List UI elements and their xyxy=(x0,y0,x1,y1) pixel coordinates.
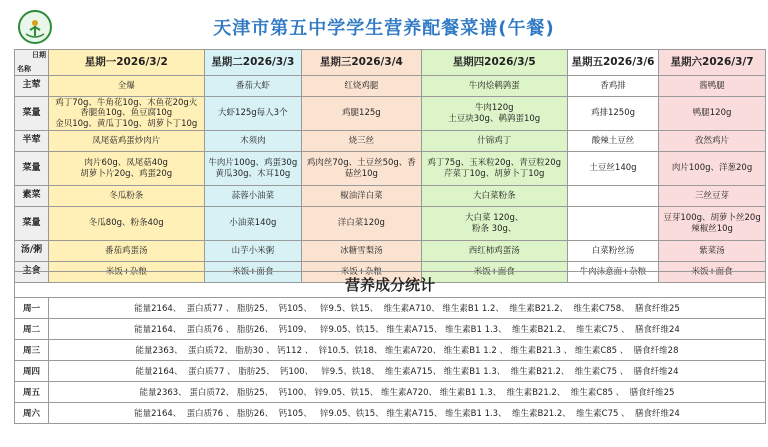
nutrition-day: 周四 xyxy=(15,361,49,382)
nutrition-day: 周三 xyxy=(15,340,49,361)
menu-cell: 番茄鸡蛋汤 xyxy=(49,241,205,262)
menu-cell: 米饭+杂粮 xyxy=(49,262,205,283)
row-label: 菜量 xyxy=(15,207,49,241)
menu-cell: 山芋小米粥 xyxy=(204,241,302,262)
nutrition-values: 能量2164、 蛋白质77 、 脂肪25、 钙100、 锌9.5、铁18、 维生素A715、 维生素B1 1.3、 维生素B21.2、 维生素C75 、 膳食纤维24 xyxy=(49,361,766,382)
nutrition-day: 周一 xyxy=(15,298,49,319)
day-header: 星期二2026/3/3 xyxy=(204,50,302,76)
nutrition-values: 能量2164、 蛋白质77 、 脂肪25、 钙105、 锌9.5、铁15、 维生素A710、 维生素B1 1.2、 维生素B21.2、 维生素C758、 膳食纤维25 xyxy=(49,298,766,319)
nutrition-row xyxy=(15,298,766,319)
menu-cell: 椒油洋白菜 xyxy=(302,186,421,207)
menu-cell: 蒜蓉小油菜 xyxy=(204,186,302,207)
menu-cell: 米饭+面食 xyxy=(204,262,302,283)
menu-cell: 小油菜140g xyxy=(204,207,302,241)
row-label: 汤/粥 xyxy=(15,241,49,262)
menu-cell: 大白菜粉条 xyxy=(421,186,567,207)
menu-cell: 肉片100g、洋葱20g xyxy=(659,152,766,186)
menu-cell: 鸡排1250g xyxy=(567,97,658,131)
menu-cell: 凤尾菇鸡蛋炒肉片 xyxy=(49,131,205,152)
nutrition-table xyxy=(14,297,766,424)
menu-cell: 鸡丁75g、玉米粒20g、青豆粒20g 芹菜丁10g、胡萝卜丁10g xyxy=(421,152,567,186)
menu-cell: 牛肉120g 土豆块30g、鹌鹑蛋10g xyxy=(421,97,567,131)
day-header: 星期三2026/3/4 xyxy=(302,50,421,76)
row-label: 主食 xyxy=(15,262,49,283)
menu-cell: 冬瓜粉条 xyxy=(49,186,205,207)
nutrition-row xyxy=(15,403,766,424)
nutrition-row xyxy=(15,319,766,340)
menu-cell: 鸡腿125g xyxy=(302,97,421,131)
menu-cell: 紫菜汤 xyxy=(659,241,766,262)
menu-cell: 牛肉沫意面+杂粮 xyxy=(567,262,658,283)
corner-date-label: 日期 xyxy=(32,51,46,59)
menu-cell: 土豆丝140g xyxy=(567,152,658,186)
header-row xyxy=(15,50,766,76)
nutrition-values: 能量2164、 蛋白质76 、 脂肪26、 钙105、 锌9.05、铁15、 维生素A715、 维生素B1 1.3、 维生素B21.2、 维生素C75 、 膳食纤维24 xyxy=(49,403,766,424)
menu-cell: 米饭+面食 xyxy=(421,262,567,283)
menu-row xyxy=(15,207,766,241)
row-label: 主荤 xyxy=(15,76,49,97)
menu-cell: 冬瓜80g、粉条40g xyxy=(49,207,205,241)
menu-row xyxy=(15,241,766,262)
menu-row xyxy=(15,131,766,152)
nutrition-day: 周二 xyxy=(15,319,49,340)
menu-cell: 酱鸭腿 xyxy=(659,76,766,97)
nutrition-title: 营养成分统计 xyxy=(14,271,766,297)
menu-cell xyxy=(567,186,658,207)
nutrition-values: 能量2164、 蛋白质76 、 脂肪26、 钙109、 锌9.05、铁15、 维生素A715、 维生素B1 1.3、 维生素B21.2、 维生素C75 、 膳食纤维24 xyxy=(49,319,766,340)
row-label: 菜量 xyxy=(15,152,49,186)
menu-cell: 孜然鸡片 xyxy=(659,131,766,152)
menu-cell: 烧三丝 xyxy=(302,131,421,152)
menu-cell: 冰糖雪梨汤 xyxy=(302,241,421,262)
menu-cell: 三丝豆芽 xyxy=(659,186,766,207)
row-label: 素菜 xyxy=(15,186,49,207)
corner-name-label: 名称 xyxy=(17,65,31,74)
menu-cell: 鸭腿120g xyxy=(659,97,766,131)
menu-row xyxy=(15,76,766,97)
menu-cell: 豆芽100g、胡萝卜丝20g 辣椒丝10g xyxy=(659,207,766,241)
day-header: 星期一2026/3/2 xyxy=(49,50,205,76)
menu-cell xyxy=(567,207,658,241)
menu-row xyxy=(15,152,766,186)
menu-cell: 酸辣土豆丝 xyxy=(567,131,658,152)
row-label: 菜量 xyxy=(15,97,49,131)
day-header: 星期四2026/3/5 xyxy=(421,50,567,76)
menu-cell: 木须肉 xyxy=(204,131,302,152)
menu-cell: 米饭+面食 xyxy=(659,262,766,283)
menu-cell: 洋白菜120g xyxy=(302,207,421,241)
nutrition-row xyxy=(15,361,766,382)
nutrition-row xyxy=(15,340,766,361)
menu-cell: 全爆 xyxy=(49,76,205,97)
menu-cell: 什锦鸡丁 xyxy=(421,131,567,152)
menu-cell: 红烧鸡腿 xyxy=(302,76,421,97)
menu-cell: 番茄大虾 xyxy=(204,76,302,97)
menu-cell: 牛肉烩鹌鹑蛋 xyxy=(421,76,567,97)
row-label: 半荤 xyxy=(15,131,49,152)
menu-cell: 大虾125g每人3个 xyxy=(204,97,302,131)
menu-cell: 米饭+杂粮 xyxy=(302,262,421,283)
day-header: 星期六2026/3/7 xyxy=(659,50,766,76)
nutrition-day: 周六 xyxy=(15,403,49,424)
nutrition-row xyxy=(15,382,766,403)
menu-cell: 香鸡排 xyxy=(567,76,658,97)
menu-row xyxy=(15,97,766,131)
menu-table xyxy=(14,49,766,283)
nutrition-values: 能量2363、 蛋白质72、 脂肪30 、 钙112 、 锌10.5、铁18、 维生素A720、 维生素B1 1.2 、 维生素B21.3 、 维生素C85 、 膳食纤维28 xyxy=(49,340,766,361)
menu-cell: 大白菜 120g、 粉条 30g、 xyxy=(421,207,567,241)
menu-cell: 鸡肉丝70g、土豆丝50g、香 菇丝10g xyxy=(302,152,421,186)
corner-cell xyxy=(15,50,49,76)
page-title: 天津市第五中学学生营养配餐菜谱(午餐) xyxy=(213,18,555,39)
menu-cell: 西红柿鸡蛋汤 xyxy=(421,241,567,262)
menu-cell: 白菜粉丝汤 xyxy=(567,241,658,262)
menu-cell: 肉片60g、凤尾菇40g 胡萝卜片20g、鸡蛋20g xyxy=(49,152,205,186)
day-header: 星期五2026/3/6 xyxy=(567,50,658,76)
nutrition-day: 周五 xyxy=(15,382,49,403)
menu-cell: 鸡丁70g、牛角花10g、木鱼花20g火 香腿鱼10g、鱼豆腐10g 金贝10g、黄瓜丁10g、胡萝卜丁10g xyxy=(49,97,205,131)
menu-row xyxy=(15,186,766,207)
nutrition-values: 能量2363、 蛋白质72、 脂肪25、 钙100、 锌9.05、铁15、 维生素A720、 维生素B1 1.3、 维生素B21.2、 维生素C85 、 膳食纤维25 xyxy=(49,382,766,403)
menu-cell: 牛肉片100g、鸡蛋30g 黄瓜30g、木耳10g xyxy=(204,152,302,186)
